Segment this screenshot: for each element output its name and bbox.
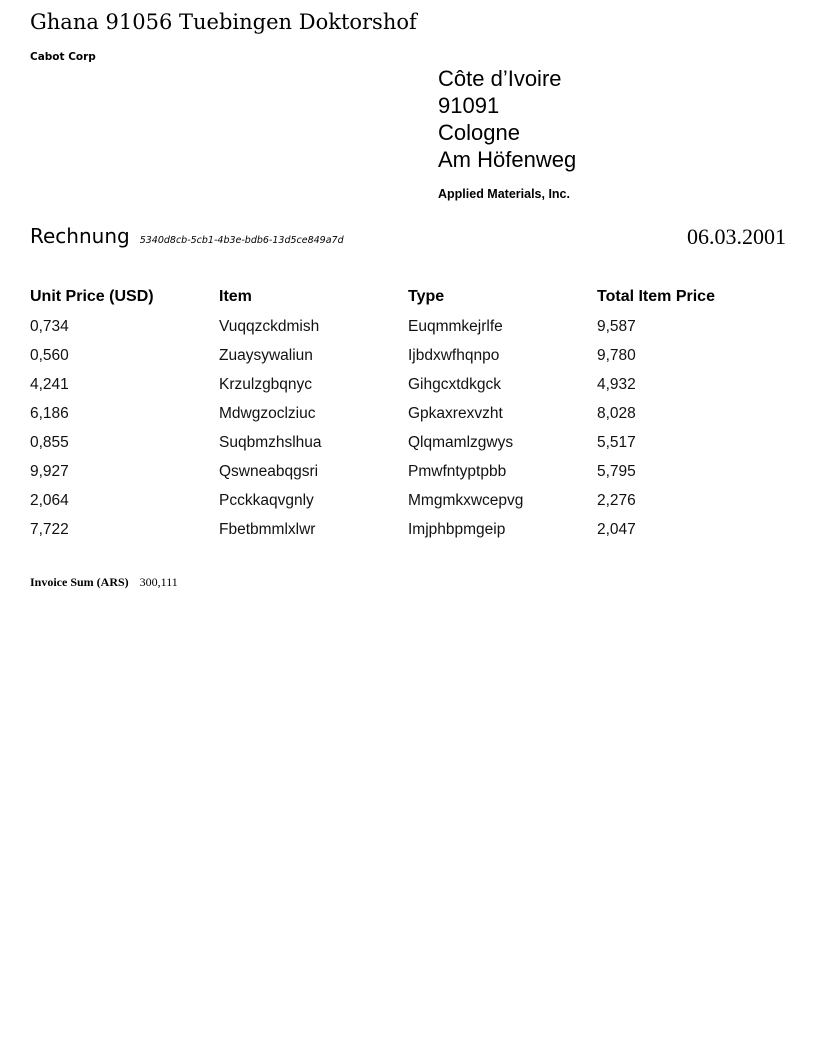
recipient-postal-code: 91091 [438, 93, 500, 118]
unit-price-cell: 6,186 [30, 404, 69, 422]
type-cell: Pmwfntyptpbb [408, 462, 507, 480]
type-cell: Imjphbpmgeip [408, 520, 506, 538]
recipient-street: Am Höfenweg [438, 147, 577, 172]
sender-company: Cabot Corp [30, 51, 96, 63]
item-cell: Vuqqzckdmish [219, 317, 320, 335]
type-cell: Ijbdxwfhqnpo [408, 346, 500, 364]
unit-price-cell: 0,855 [30, 433, 69, 451]
table-row [30, 399, 786, 428]
recipient-city: Cologne [438, 120, 520, 145]
invoice-date: 06.03.2001 [687, 224, 786, 249]
table-row [30, 457, 786, 486]
unit-price-cell: 0,734 [30, 317, 69, 335]
total-item-price-cell: 5,795 [597, 462, 636, 480]
table-row [30, 515, 786, 544]
type-cell: Gihgcxtdkgck [408, 375, 502, 393]
recipient-country: Côte d’Ivoire [438, 66, 562, 91]
type-cell: Gpkaxrexvzht [408, 404, 503, 422]
invoice-items-table [30, 282, 786, 544]
item-cell: Suqbmzhslhua [219, 433, 322, 451]
type-cell: Qlqmamlzgwys [408, 433, 514, 451]
total-item-price-cell: 5,517 [597, 433, 636, 451]
invoice-id: 5340d8cb-5cb1-4b3e-bdb6-13d5ce849a7d [139, 235, 344, 246]
column-header-item: Item [219, 288, 252, 305]
unit-price-cell: 0,560 [30, 346, 69, 364]
item-cell: Krzulzgbqnyc [219, 375, 313, 393]
invoice-sum-value: 300,111 [139, 575, 178, 589]
type-cell: Mmgmkxwcepvg [408, 491, 524, 509]
table-row [30, 341, 786, 370]
total-item-price-cell: 4,932 [597, 375, 636, 393]
unit-price-cell: 2,064 [30, 491, 69, 509]
invoice-heading [30, 224, 344, 248]
recipient-address [438, 65, 576, 173]
invoice-sum [30, 575, 178, 590]
total-item-price-cell: 8,028 [597, 404, 636, 422]
unit-price-cell: 9,927 [30, 462, 69, 480]
unit-price-cell: 4,241 [30, 375, 69, 393]
column-header-type: Type [408, 288, 445, 305]
column-header-total-item-price: Total Item Price [597, 288, 715, 305]
unit-price-cell: 7,722 [30, 520, 69, 538]
total-item-price-cell: 2,047 [597, 520, 636, 538]
item-cell: Mdwgzoclziuc [219, 404, 316, 422]
total-item-price-cell: 2,276 [597, 491, 636, 509]
item-cell: Fbetbmmlxlwr [219, 520, 316, 538]
item-cell: Qswneabqgsri [219, 462, 319, 480]
total-item-price-cell: 9,587 [597, 317, 636, 335]
column-header-unit-price: Unit Price (USD) [30, 288, 154, 305]
invoice-sum-label: Invoice Sum (ARS) [30, 575, 129, 589]
sender-address-line: Ghana 91056 Tuebingen Doktorshof [30, 10, 417, 34]
item-cell: Zuaysywaliun [219, 346, 313, 364]
table-row [30, 428, 786, 457]
total-item-price-cell: 9,780 [597, 346, 636, 364]
type-cell: Euqmmkejrlfe [408, 317, 503, 335]
table-row [30, 486, 786, 515]
table-row [30, 370, 786, 399]
recipient-company: Applied Materials, Inc. [438, 187, 570, 201]
invoice-label: Rechnung [30, 224, 130, 248]
table-row [30, 312, 786, 341]
item-cell: Pcckkaqvgnly [219, 491, 314, 509]
table-header-row [30, 282, 786, 312]
